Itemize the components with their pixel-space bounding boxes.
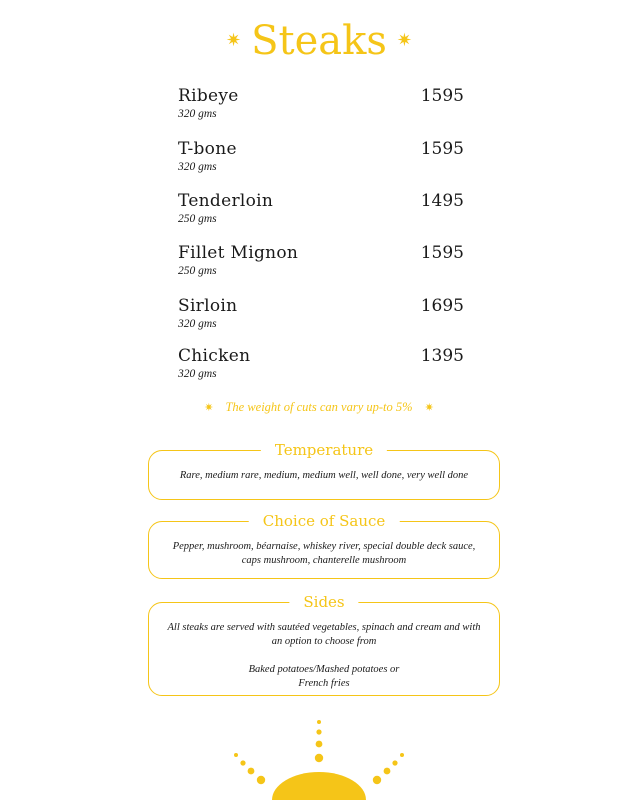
sparkle-icon: ✷	[204, 402, 214, 414]
sides-line-1: All steaks are served with sautéed vegetables, spinach and cream and with	[167, 622, 481, 633]
item-weight: 250 gms	[178, 265, 217, 277]
item-price: 1695	[420, 296, 464, 316]
item-price: 1595	[420, 86, 464, 106]
temperature-text: Rare, medium rare, medium, medium well, well done, very well done	[179, 470, 469, 481]
page-title	[0, 18, 638, 64]
item-name: Sirloin	[178, 296, 238, 316]
item-price: 1495	[420, 191, 464, 211]
item-price: 1595	[420, 139, 464, 159]
item-name: Tenderloin	[178, 191, 274, 211]
note-text: The weight of cuts can vary up-to 5%	[225, 400, 413, 414]
menu-item-chicken	[178, 346, 464, 380]
menu-item-ribeye	[178, 86, 464, 120]
sauce-line-2: caps mushroom, chanterelle mushroom	[241, 555, 407, 566]
item-name: Fillet Mignon	[178, 243, 299, 263]
temperature-box	[148, 441, 500, 500]
weight-note	[0, 400, 638, 415]
sun-decoration-icon	[0, 700, 638, 800]
sides-line-2: an option to choose from	[271, 636, 377, 647]
sparkle-icon: ✷	[226, 29, 242, 51]
menu-item-sirloin	[178, 296, 464, 330]
item-weight: 320 gms	[178, 161, 217, 173]
title-text: Steaks	[251, 18, 387, 64]
sparkle-icon: ✷	[396, 29, 412, 51]
sides-line-4: French fries	[298, 678, 350, 689]
item-weight: 320 gms	[178, 318, 217, 330]
item-weight: 320 gms	[178, 368, 217, 380]
item-price: 1395	[420, 346, 464, 366]
sauce-box	[148, 512, 500, 579]
item-price: 1595	[420, 243, 464, 263]
menu-item-tbone	[178, 139, 464, 173]
sparkle-icon: ✷	[424, 402, 434, 414]
item-name: Ribeye	[178, 86, 239, 106]
temperature-heading: Temperature	[261, 440, 387, 460]
sides-box	[148, 593, 500, 696]
menu-item-tenderloin	[178, 191, 464, 225]
item-name: Chicken	[178, 346, 251, 366]
menu-item-fillet-mignon	[178, 243, 464, 277]
sauce-heading: Choice of Sauce	[249, 511, 400, 531]
sides-heading: Sides	[289, 592, 358, 612]
sides-line-3: Baked potatoes/Mashed potatoes or	[248, 664, 400, 675]
item-weight: 250 gms	[178, 213, 217, 225]
item-weight: 320 gms	[178, 108, 217, 120]
item-name: T-bone	[178, 139, 237, 159]
sauce-line-1: Pepper, mushroom, béarnaise, whiskey river, special double deck sauce,	[172, 541, 476, 552]
